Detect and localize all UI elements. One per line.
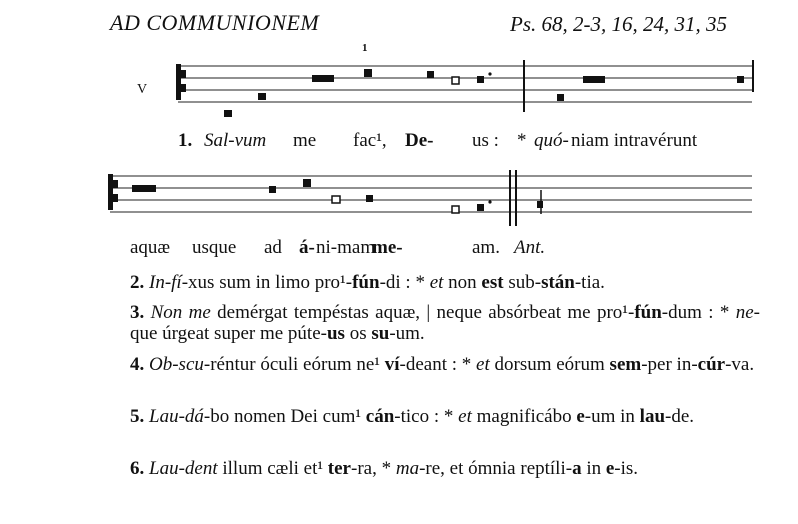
verse-text: -um. bbox=[389, 323, 425, 344]
mode-number: 1 bbox=[362, 42, 368, 54]
verse-6 bbox=[130, 458, 760, 479]
verse-text: -di : * bbox=[379, 272, 430, 293]
syllable: fac¹, bbox=[353, 130, 387, 151]
syllable: usque bbox=[192, 237, 237, 258]
syllable: á- bbox=[299, 237, 315, 258]
verse-text: bo nomen Dei cum¹ bbox=[210, 406, 366, 427]
verse-text: su bbox=[371, 323, 390, 344]
verse-text: non bbox=[443, 272, 482, 293]
syllable: niam intravérunt bbox=[571, 130, 698, 151]
verse-text: -de. bbox=[665, 406, 695, 427]
verse-text: réntur óculi eórum ne¹ bbox=[210, 354, 385, 375]
verse-text: sem bbox=[609, 354, 642, 375]
syllable: De- bbox=[405, 130, 434, 151]
verse-text: ne- bbox=[735, 302, 761, 323]
verse-number: 5. bbox=[130, 406, 145, 427]
verse-text: ter bbox=[327, 458, 351, 479]
verse-text: lau bbox=[639, 406, 666, 427]
verse-text: os bbox=[344, 323, 372, 344]
verse-text: cán bbox=[365, 406, 395, 427]
verse-text: dorsum eórum bbox=[489, 354, 610, 375]
syllable: Sal-vum bbox=[204, 130, 267, 151]
verse-text: ví bbox=[384, 354, 400, 375]
verse-text: e bbox=[576, 406, 585, 427]
syllable: aquæ bbox=[130, 237, 171, 258]
neumes-staff-2 bbox=[132, 179, 543, 213]
verse-text: -tia. bbox=[574, 272, 605, 293]
neumes-staff-1 bbox=[224, 69, 744, 117]
verse-text: re, et ómnia reptíli- bbox=[425, 458, 573, 479]
verse-text: a bbox=[572, 458, 582, 479]
verse-text: us bbox=[326, 323, 345, 344]
verse-text: -tico : * bbox=[394, 406, 459, 427]
verse-text: -per in- bbox=[641, 354, 698, 375]
verse-text: sub- bbox=[503, 272, 542, 293]
psalm-reference: Ps. 68, 2-3, 16, 24, 31, 35 bbox=[510, 12, 727, 36]
verse-text: -is. bbox=[614, 458, 639, 479]
verse-text: ma- bbox=[395, 458, 426, 479]
verse-3 bbox=[130, 302, 760, 344]
verse-text: Non me bbox=[150, 302, 211, 323]
verse-text: in bbox=[581, 458, 606, 479]
chant-title: AD COMMUNIONEM bbox=[110, 10, 320, 35]
verse-text: -ra, * bbox=[351, 458, 396, 479]
verse-text: Lau-dá- bbox=[149, 406, 211, 427]
verse-text: Lau-dent bbox=[149, 458, 218, 479]
verse-text: illum cæli et¹ bbox=[217, 458, 328, 479]
verse-number: 1. bbox=[178, 130, 193, 151]
syllable: * bbox=[517, 130, 527, 151]
verse-text: demérgat tempéstas aquæ, | neque absórbeat me pro¹- bbox=[210, 302, 635, 323]
verse-text: xus sum in limo pro¹- bbox=[188, 272, 353, 293]
verse-text: magnificábo bbox=[471, 406, 577, 427]
verse-2 bbox=[130, 272, 760, 293]
syllable: me bbox=[293, 130, 317, 151]
syllable: ad bbox=[264, 237, 282, 258]
verse-text: fún bbox=[352, 272, 380, 293]
verse-text: fún bbox=[634, 302, 662, 323]
syllable: quó- bbox=[534, 130, 569, 151]
syllable: me- bbox=[372, 237, 403, 258]
verse-5 bbox=[130, 406, 760, 427]
verse-text: -va. bbox=[725, 354, 755, 375]
mode-letter: V bbox=[137, 82, 148, 97]
verse-text: -dum : * bbox=[661, 302, 736, 323]
verse-text: est bbox=[481, 272, 504, 293]
verse-4 bbox=[130, 354, 760, 375]
clef-2 bbox=[108, 174, 118, 210]
verse-text: que úrgeat super me púte- bbox=[130, 323, 327, 344]
syllable: ni-mam bbox=[316, 237, 376, 258]
verse-text: cúr bbox=[697, 354, 726, 375]
verse-text: et bbox=[476, 354, 490, 375]
staff-2-lines bbox=[110, 176, 752, 212]
clef-1 bbox=[176, 64, 186, 100]
verse-text: et bbox=[458, 406, 472, 427]
verse-number: 2. bbox=[130, 272, 145, 293]
verse-number: 4. bbox=[130, 354, 145, 375]
verse-number: 6. bbox=[130, 458, 145, 479]
verse-text: In-fí- bbox=[149, 272, 189, 293]
syllable: am. bbox=[472, 237, 500, 258]
verse-text: -deant : * bbox=[399, 354, 477, 375]
verse-text: Ob-scu- bbox=[149, 354, 211, 375]
syllable: us : bbox=[472, 130, 499, 151]
verse-number: 3. bbox=[130, 302, 145, 323]
verse-text: stán bbox=[541, 272, 575, 293]
verse-text: e bbox=[605, 458, 615, 479]
verse-text: et bbox=[429, 272, 444, 293]
syllable: Ant. bbox=[514, 237, 546, 258]
verse-text: -um in bbox=[584, 406, 640, 427]
